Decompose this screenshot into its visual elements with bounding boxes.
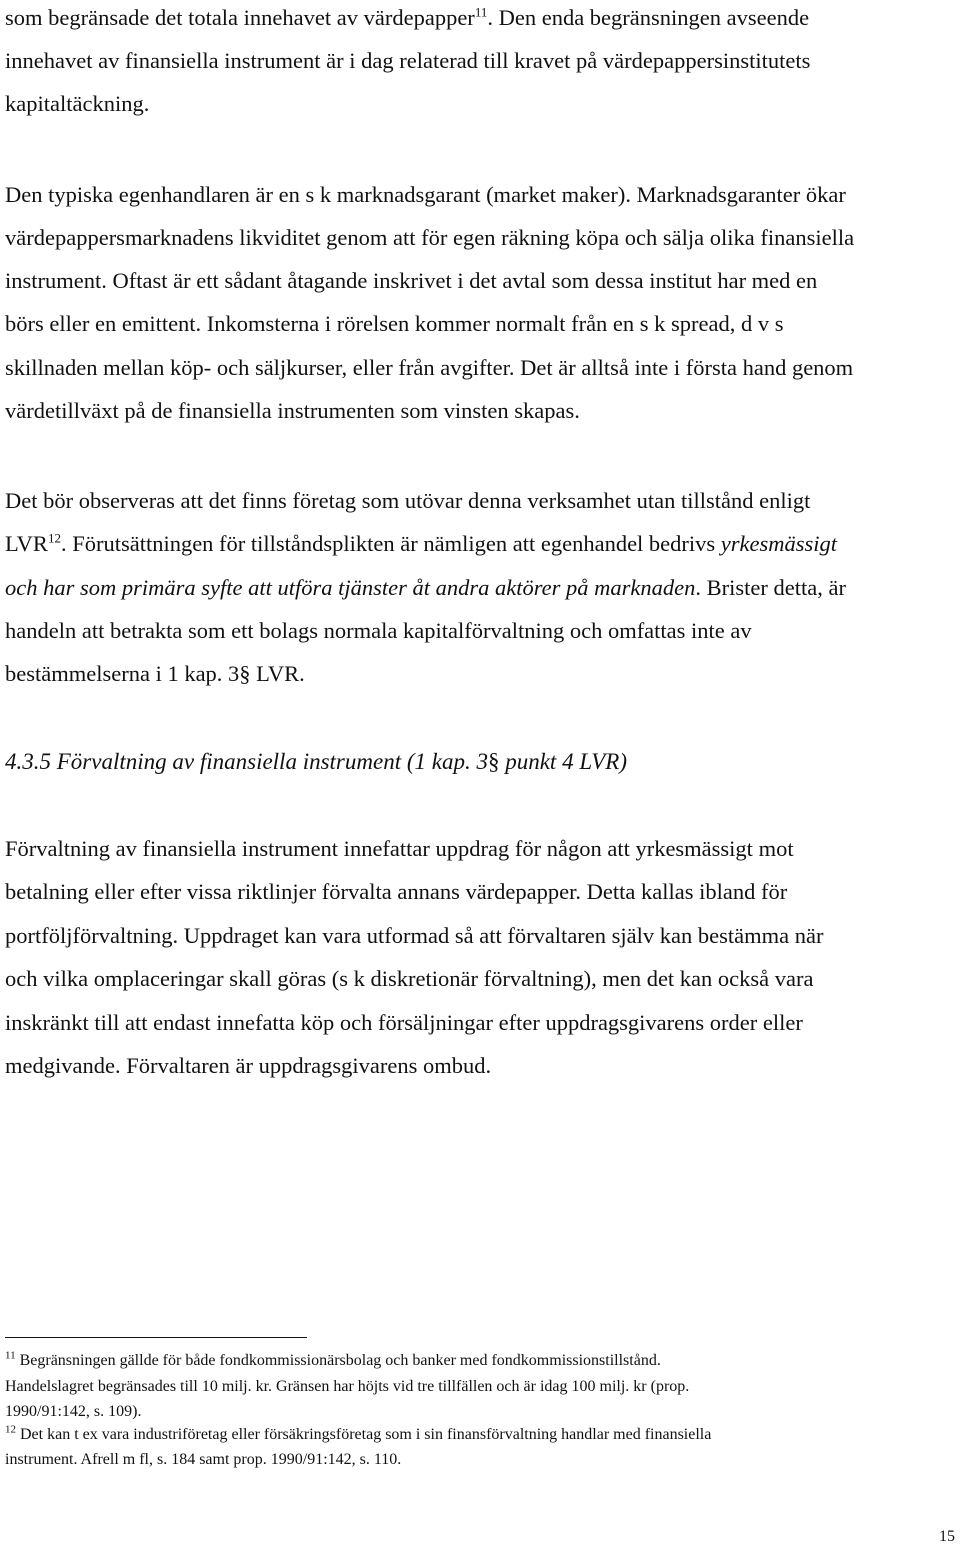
heading-text: punkt 4 LVR) <box>499 749 628 774</box>
footnote-ref-11[interactable]: 11 <box>474 4 488 20</box>
paragraph-4-line-2: betalning eller efter vissa riktlinjer förvalta annans värdepapper. Detta kallas ibland för <box>5 879 788 904</box>
paragraph-3-line-2 <box>5 529 837 559</box>
text-span: LVR <box>5 531 48 556</box>
paragraph-1-line-2: innehavet av finansiella instrument är i dag relaterad till kravet på värdepappersinstitutets <box>5 48 811 73</box>
footnote-ref-12[interactable]: 12 <box>47 530 61 546</box>
footnote-number-11: 11 <box>5 1349 16 1362</box>
footnote-11-line-1 <box>5 1350 661 1372</box>
section-heading <box>5 747 627 777</box>
paragraph-2-line-4: börs eller en emittent. Inkomsterna i rörelsen kommer normalt från en s k spread, d v s <box>5 311 784 336</box>
text-span: . Brister detta, är <box>695 575 846 600</box>
paragraph-2-line-1: Den typiska egenhandlaren är en s k marknadsgarant (market maker). Marknadsgaranter ökar <box>5 182 846 207</box>
footnote-11-line-3: 1990/91:142, s. 109). <box>5 1403 142 1420</box>
footnote-12-line-2: instrument. Afrell m fl, s. 184 samt prop. 1990/91:142, s. 110. <box>5 1451 402 1468</box>
footnote-number-12: 12 <box>5 1423 16 1436</box>
paragraph-4-line-3: portföljförvaltning. Uppdraget kan vara utformad så att förvaltaren själv kan bestämma när <box>5 923 824 948</box>
paragraph-4-line-5: inskränkt till att endast innefatta köp och försäljningar efter uppdragsgivarens order eller <box>5 1010 803 1035</box>
paragraph-2-line-2: värdepappersmarknadens likviditet genom att för egen räkning köpa och sälja olika finansiella <box>5 225 855 250</box>
text-span: som begränsade det totala innehavet av värdepapper <box>5 5 475 30</box>
paragraph-1-line-1 <box>5 3 809 33</box>
footnote-text: Begränsningen gällde för både fondkommissionärsbolag och banker med fondkommissionstillstånd. <box>15 1352 661 1369</box>
paragraph-2-line-3: instrument. Oftast är ett sådant åtagande inskrivet i det avtal som dessa institut har med en <box>5 268 818 293</box>
paragraph-4-line-1: Förvaltning av finansiella instrument innefattar uppdrag för någon att yrkesmässigt mot <box>5 836 794 861</box>
heading-text: 4.3.5 Förvaltning av finansiella instrument (1 kap. 3 <box>5 749 488 774</box>
paragraph-3-line-3 <box>5 573 846 603</box>
paragraph-4-line-4: och vilka omplaceringar skall göras (s k diskretionär förvaltning), men det kan också vara <box>5 966 814 991</box>
footnote-text: Det kan t ex vara industriföretag eller försäkringsföretag som i sin finansförvaltning handlar med finansiella <box>16 1426 712 1443</box>
paragraph-3-line-4: handeln att betrakta som ett bolags normala kapitalförvaltning och omfattas inte av <box>5 618 752 643</box>
footnote-12-line-1 <box>5 1424 711 1446</box>
text-span: . Förutsättningen för tillståndsplikten är nämligen att egenhandel bedrivs <box>60 531 721 556</box>
footnote-11-line-2: Handelslagret begränsades till 10 milj. kr. Gränsen har höjts vid tre tillfällen och är idag 100 milj. kr (prop. <box>5 1378 690 1395</box>
emphasis-text: yrkesmässigt <box>720 531 838 556</box>
footnote-divider <box>5 1337 307 1338</box>
emphasis-text: och har som primära syfte att utföra tjänster åt andra aktörer på marknaden <box>5 575 696 600</box>
page-number: 15 <box>939 1528 955 1545</box>
paragraph-2-line-6: värdetillväxt på de finansiella instrumenten som vinsten skapas. <box>5 398 580 423</box>
text-span: . Den enda begränsningen avseende <box>487 5 810 30</box>
paragraph-1-line-3: kapitaltäckning. <box>5 91 150 116</box>
paragraph-2-line-5: skillnaden mellan köp- och säljkurser, eller från avgifter. Det är alltså inte i första hand genom <box>5 355 854 380</box>
paragraph-3-line-5: bestämmelserna i 1 kap. 3§ LVR. <box>5 661 305 686</box>
paragraph-4-line-6: medgivande. Förvaltaren är uppdragsgivarens ombud. <box>5 1053 492 1078</box>
paragraph-3-line-1: Det bör observeras att det finns företag som utövar denna verksamhet utan tillstånd enligt <box>5 488 811 513</box>
section-sign: § <box>487 749 500 774</box>
